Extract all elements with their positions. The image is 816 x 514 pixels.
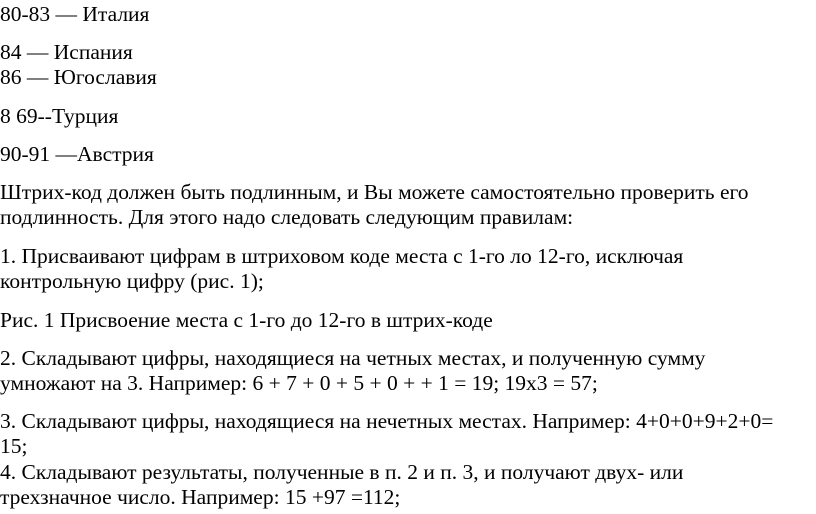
rule-2-line-1: 2. Складывают цифры, находящиеся на четных местах, и полученную сумму xyxy=(0,346,706,370)
country-code-yugoslavia: 86 — Югославия xyxy=(0,65,157,89)
country-code-turkey: 8 69--Турция xyxy=(0,104,119,128)
rule-1-line-2: контрольную цифру (рис. 1); xyxy=(0,269,264,293)
country-code-italy: 80-83 — Италия xyxy=(0,2,150,26)
rule-4-line-1: 4. Складывают результаты, полученные в п. 2 и п. 3, и получают двух- или xyxy=(0,460,684,484)
intro-line-1: Штрих-код должен быть подлинным, и Вы можете самостоятельно проверить его xyxy=(0,180,749,204)
figure-caption: Рис. 1 Присвоение места с 1-го до 12-го в штрих-коде xyxy=(0,308,493,332)
rule-4-line-2: трехзначное число. Например: 15 +97 =112; xyxy=(0,485,401,509)
rule-3-line-2: 15; xyxy=(0,434,28,458)
country-code-austria: 90-91 —Австрия xyxy=(0,142,154,166)
country-code-spain: 84 — Испания xyxy=(0,40,133,64)
rule-2-line-2: умножают на 3. Например: 6 + 7 + 0 + 5 + 0 + + 1 = 19; 19x3 = 57; xyxy=(0,371,598,395)
intro-line-2: подлинность. Для этого надо следовать следующим правилам: xyxy=(0,205,574,229)
rule-1-line-1: 1. Присваивают цифрам в штриховом коде места с 1-го ло 12-го, исключая xyxy=(0,244,684,268)
rule-3-line-1: 3. Складывают цифры, находящиеся на нечетных местах. Например: 4+0+0+9+2+0= xyxy=(0,409,774,433)
